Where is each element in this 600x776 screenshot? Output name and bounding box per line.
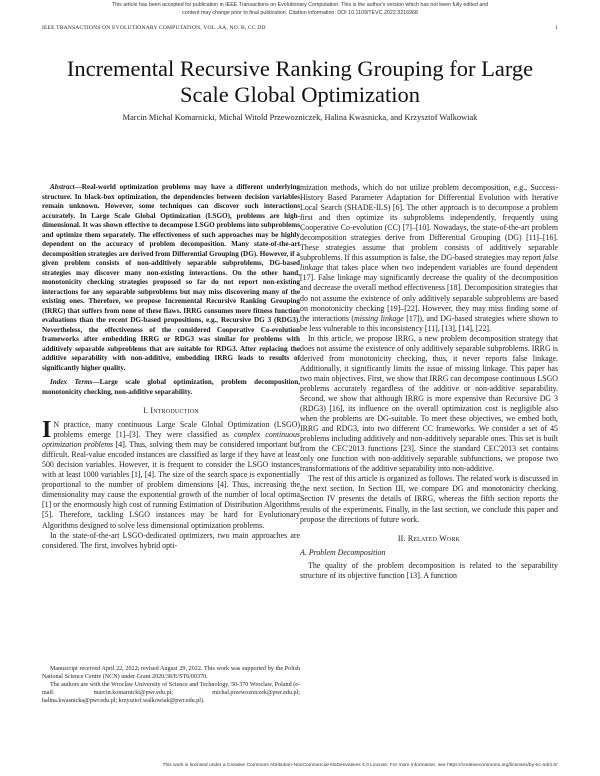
left-column — [42, 183, 300, 551]
intro-paragraph-2-start: In the state-of-the-art LSGO-dedicated optimizers, two main approaches are considered. The first, involves hybrid opti- — [42, 530, 300, 550]
intro-paragraph-2-cont: mization methods, which do not utilize problem decomposition, e.g., Success-History Based Parameter Adaptation for Differential Evolution with Iterative Local Search (SHADE-ILS) [6]. The other approach is to decompose a problem first and then optimize its subproblems independently, frequently using Cooperative Co-evolution (CC) [7]–[10]. Nowadays, the state-of-the-art problem decomposition strategies derive from Differential Grouping (DG) [11]–[16]. These strategies assume that problem consists of additively separable subproblems. If this assumption is false, the DG-based strategies may report false linkage that takes place when two independent variables are found dependent [17]. False linkage may significantly decrease the quality of the decomposition and decrease the overall method effectiveness [18]. Decomposition strategies that do not assume the existence of only additively separable subproblems are based on monotonicity checking [19]–[22]. However, they may miss finding some of the interactions (missing linkage [17]), and DG-based strategies where shown to be less vulnerable to this inconsistency [11], [13], [14], [22]. — [300, 183, 558, 333]
author-list: Marcin Michal Komarnicki, Michal Witold Przewozniczek, Halina Kwasnicka, and Krzysztof Walkowiak — [122, 113, 478, 122]
banner-line-2: content may change prior to final publication. Citation information: DOI 10.1109/TEVC.2022.3216968 — [182, 10, 418, 16]
banner-line-1: This article has been accepted for publication in IEEE Transactions on Evolutionary Computation. This is the author's version which has not been fully edited and — [111, 2, 489, 8]
journal-name: IEEE TRANSACTIONS ON EVOLUTIONARY COMPUTATION, VOL. AA, NO. B, CC DD — [42, 25, 266, 31]
related-paragraph-1: The quality of the problem decomposition is related to the separability structure of its objective function [13]. A function — [300, 560, 558, 580]
footnotes — [42, 666, 300, 706]
intro-paragraph-4: The rest of this article is organized as follows. The related work is discussed in the next section. In Section III, we compare DG and monotonicity checking. Section IV presents the details of IRRG, whereas the fifth section reports the results of the experiments. Finally, in the last section, we conclude this paper and propose the directions of future work. — [300, 474, 558, 524]
index-terms-label: Index Terms — [50, 378, 93, 386]
drop-cap: I — [42, 417, 52, 444]
intro-paragraph-1: I N practice, many continuous Large Scale Global Optimization (LSGO) problems emerge [1]–[3]. They were classified as complex continuous optimization problems [4]. Thus, solving them may be considered important but difficult. Real-value encoded instances are classified as large if they have at least 500 decision variables. However, it is frequent to consider the LSGO instances with at least 1000 variables [1], [4]. The size of the search space is exponentially proportional to the number of problem dimensions [4]. Thus, increasing the dimensionality may cause the exponential growth of the number of local optima [1] or the enormously high cost of running Estimation of Distribution Algorithms [5]. Therefore, tackling LSGO instances may be hard for Evolutionary Algorithms designed to solve less dimensional optimization problems. — [42, 417, 301, 530]
page-number: 1 — [555, 25, 558, 31]
publication-notice-banner — [0, 1, 600, 17]
license-footer: This work is licensed under a Creative Commons Attribution-NonCommercial-NoDerivatives 4.0 License. For more information, see https://creativecommons.org/licenses/by-nc-nd/4.0/ — [162, 763, 558, 768]
footnote-affiliation: The authors are with the Wroclaw University of Science and Technology, 50-370 Wroclaw, Poland (e-mail: marcin.komarnicki@pwr.edu.pl; michal.przewozniczek@pwr.edu.pl; halina.kwasnicka@pwr.edu.pl; krzysztof.walkowiak@pwr.edu.pl). — [42, 681, 300, 704]
section-heading-introduction: I. Introduction — [143, 406, 199, 415]
abstract-text: —Real-world optimization problems may have a different underlying structure. In black-box optimization, the dependencies between decision variables remain unknown. However, some techniques can discover such interactions accurately. In Large Scale Global Optimization (LSGO), problems are high-dimensional. It was shown effective to decompose LSGO problems into subproblems and optimize them separately. The effectiveness of such approaches may be highly dependent on the accuracy of problem decomposition. Many state-of-the-art decomposition strategies are derived from Differential Grouping (DG). However, if a given problem consists of non-additively separable subproblems, DG-based strategies may discover many non-existing interactions. On the other hand, monotonicity checking strategies proposed so far do not report non-existing interactions for any separable subproblems but may miss discovering many of the existing ones. Therefore, we propose Incremental Recursive Ranking Grouping (IRRG) that suffers from none of these flaws. IRRG consumes more fitness function evaluations than the recent DG-based propositions, e.g., Recursive DG 3 (RDG3). Nevertheless, the effectiveness of the considered Cooperative Co-evolution frameworks after embedding IRRG or RDG3 was similar for problems with additively separable subproblems that are suitable for RDG3. After replacing the additive separability with non-additive, embedding IRRG leads to results of significantly higher quality. — [42, 183, 300, 372]
section-heading-related-work: II. Related Work — [397, 533, 461, 543]
footnote-received: Manuscript received April 22, 2022; revised August 29, 2022. This work was supported by the Polish National Science Centre (NCN) under Grant 2020/38/E/ST6/00370. — [42, 666, 300, 680]
paper-title: Incremental Recursive Ranking Grouping for Large Scale Global Optimization — [66, 56, 534, 107]
index-terms — [42, 378, 300, 397]
abstract — [42, 183, 300, 373]
abstract-label: Abstract — [50, 183, 75, 191]
index-terms-text: —Large scale global optimization, problem decomposition, monotonicity checking, non-additive separability. — [42, 378, 300, 396]
right-column — [300, 183, 558, 581]
running-head — [42, 25, 558, 31]
subsection-heading-problem-decomposition: A. Problem Decomposition — [300, 547, 386, 557]
intro-paragraph-3: In this article, we propose IRRG, a new problem decomposition strategy that does not assume the existence of only additively separable subproblems. IRRG is derived from monotonicity checking, thus, it never reports false linkage. Additionally, it significantly limits the issue of missing linkage. This paper has two main objectives. First, we show that IRRG can decompose continuous LSGO problems accurately regardless of the additive or non-additive separability. Second, we show that although IRRG is more expensive than Recursive DG 3 (RDG3) [16], its influence on the overall optimization cost is negligible also when the problems are DG-suitable. To meet these objectives, we embed both, IRRG and RDG3, into two different CC frameworks. We consider a set of 45 problems including additively and non-additively separable ones. This set is built from the CEC'2013 functions [23]. Since the standard CEC'2013 set contains only one function with non-additively separable subfunctions, we propose two transformations of the additive separability into non-additive. — [300, 333, 558, 474]
